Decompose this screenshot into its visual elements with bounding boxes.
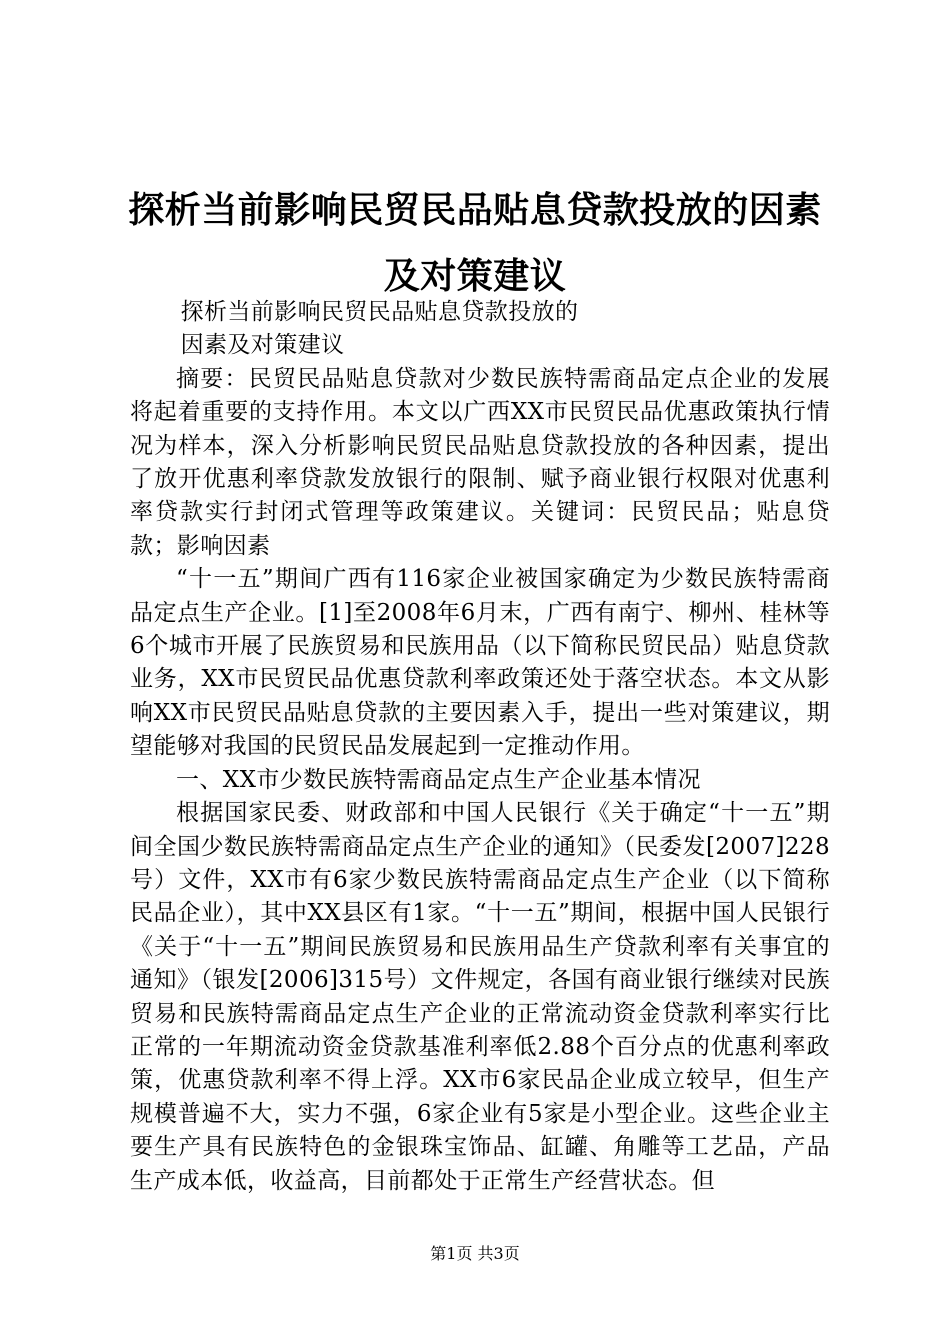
- page-number-footer: 第1页 共3页: [430, 1244, 520, 1263]
- document-body: [130, 296, 830, 1198]
- document-title: 探析当前影响民贸民品贴息贷款投放的因素及对策建议: [128, 190, 822, 297]
- intro-paragraph: “十一五”期间广西有116家企业被国家确定为少数民族特需商品定点生产企业。[1]至2008年6月末，广西有南宁、柳州、桂林等6个城市开展了民族贸易和民族用品（以下简称民贸民品）贴息贷款业务，XX市民贸民品优惠贷款利率政策还处于落空状态。本文从影响XX市民贸民品贴息贷款的主要因素入手，提出一些对策建议，期望能够对我国的民贸民品发展起到一定推动作用。: [130, 566, 830, 760]
- subtitle-line-1: 探析当前影响民贸民品贴息贷款投放的: [180, 299, 579, 325]
- abstract-paragraph: 摘要：民贸民品贴息贷款对少数民族特需商品定点企业的发展将起着重要的支持作用。本文以广西XX市民贸民品优惠政策执行情况为样本，深入分析影响民贸民品贴息贷款投放的各种因素，提出了放开优惠利率贷款发放银行的限制、赋予商业银行权限对优惠利率贷款实行封闭式管理等政策建议。关键词：民贸民品；贴息贷款；影响因素: [130, 365, 830, 559]
- section-heading: 一、XX市少数民族特需商品定点生产企业基本情况: [176, 766, 701, 793]
- section-paragraph: 根据国家民委、财政部和中国人民银行《关于确定“十一五”期间全国少数民族特需商品定点生产企业的通知》（民委发[2007]228号）文件，XX市有6家少数民族特需商品定点生产企业（以下简称民品企业），其中XX县区有1家。“十一五”期间，根据中国人民银行《关于“十一五”期间民族贸易和民族用品生产贷款利率有关事宜的通知》（银发[2006]315号）文件规定，各国有商业银行继续对民族贸易和民族特需商品定点生产企业的正常流动资金贷款利率实行比正常的一年期流动资金贷款基准利率低2.88个百分点的优惠利率政策，优惠贷款利率不得上浮。XX市6家民品企业成立较早，但生产规模普遍不大，实力不强，6家企业有5家是小型企业。这些企业主要生产具有民族特色的金银珠宝饰品、缸罐、角雕等工艺品，产品生产成本低，收益高，目前都处于正常生产经营状态。但: [130, 800, 830, 1194]
- subtitle-line-2: 因素及对策建议: [180, 332, 345, 359]
